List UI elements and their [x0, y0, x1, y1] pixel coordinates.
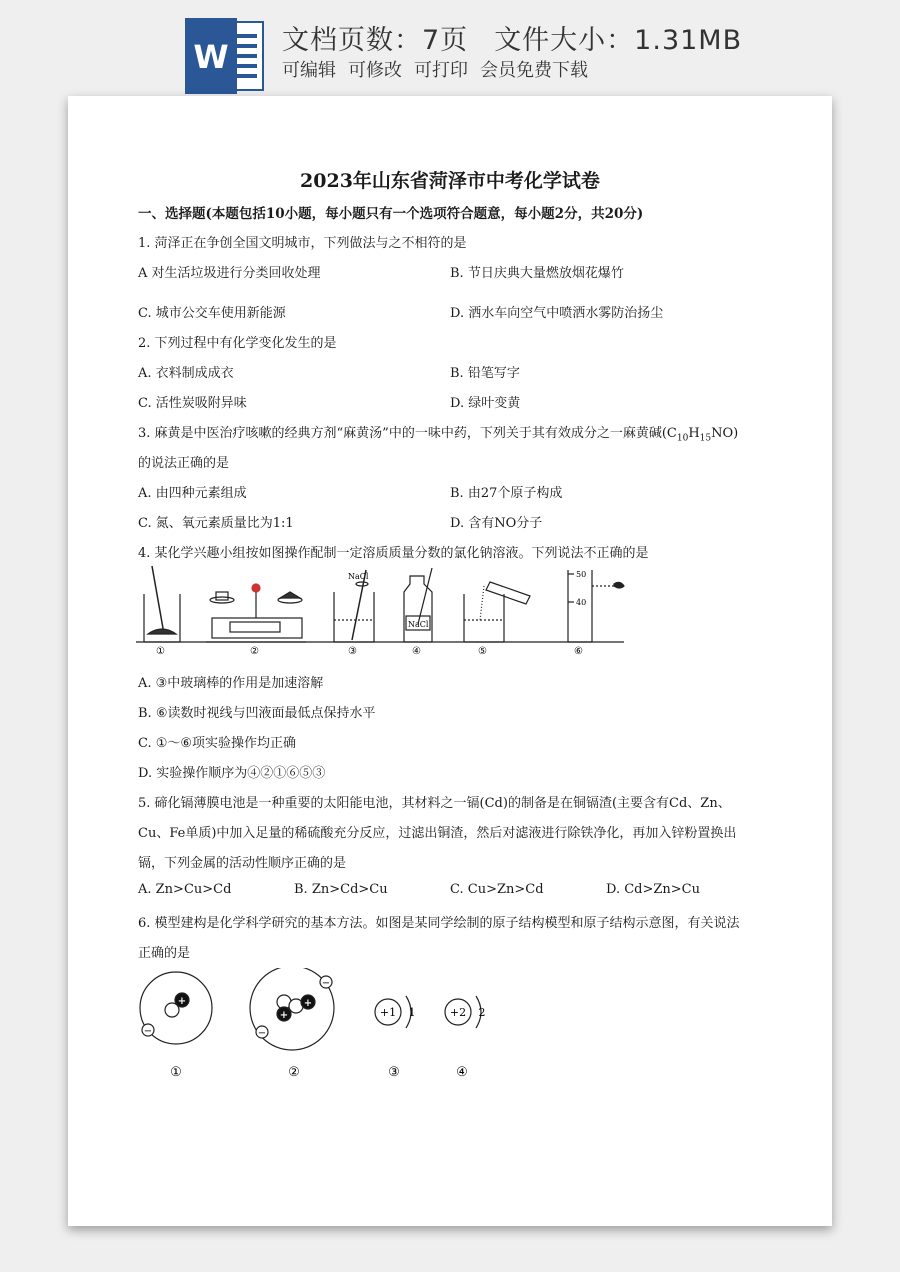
q5-stem-line2: Cu、Fe单质)中加入足量的稀硫酸充分反应，过滤出铜渣，然后对滤液进行除铁净化，再加入锌粉置换出: [138, 826, 737, 841]
svg-text:W: W: [193, 38, 229, 76]
fig-label-5: ⑤: [478, 646, 487, 656]
q3-stem-cont: 的说法正确的是: [138, 456, 230, 471]
proton-sign-2b: +: [279, 1010, 289, 1021]
fig-nacl-bottle-label: NaCl: [408, 620, 429, 629]
electron-count-3: 1: [408, 1006, 416, 1019]
model-label-2: ②: [288, 1065, 300, 1080]
fig-label-6: ⑥: [574, 646, 583, 656]
fig-label-2: ②: [250, 646, 259, 656]
q3-option-c: C. 氮、氧元素质量比为1:1: [138, 516, 294, 531]
q3-option-b: B. 由27个原子构成: [450, 486, 563, 501]
nucleus-charge-4: +2: [449, 1006, 467, 1019]
q1-option-c: C. 城市公交车使用新能源: [138, 306, 286, 321]
fig-scale-40: 40: [576, 598, 587, 607]
fig-label-4: ④: [412, 646, 421, 656]
electron-sign-1: −: [143, 1026, 153, 1037]
q6-atom-models-figure: [134, 968, 534, 1088]
fig-nacl-label: NaCl: [348, 572, 369, 581]
section-heading: 一、选择题(本题包括10小题，每小题只有一个选项符合题意，每小题2分，共20分): [138, 206, 644, 222]
fig-label-3: ③: [348, 646, 357, 656]
q6-stem-line2: 正确的是: [138, 946, 191, 961]
q3-option-d: D. 含有NO分子: [450, 516, 543, 531]
q2-option-a: A. 衣料制成成衣: [138, 366, 234, 381]
q4-stem: 4. 某化学兴趣小组按如图操作配制一定溶质质量分数的氯化钠溶液。下列说法不正确的是: [138, 546, 649, 561]
q5-stem-line3: 镉，下列金属的活动性顺序正确的是: [138, 856, 347, 871]
doc-features: [282, 56, 600, 82]
feature-printable: 可打印: [414, 60, 468, 81]
file-size: 文件大小：1.31MB: [494, 25, 743, 56]
fig-scale-50: 50: [576, 570, 587, 579]
q4-option-b: B. ⑥读数时视线与凹液面最低点保持水平: [138, 706, 376, 721]
q5-option-a: A. Zn>Cu>Cd: [138, 882, 232, 897]
model-label-4: ④: [456, 1065, 468, 1080]
q4-experiment-figure: [134, 564, 634, 656]
q5-stem-line1: 5. 碲化镉薄膜电池是一种重要的太阳能电池，其材料之一镉(Cd)的制备是在铜镉渣(主要含有Cd、Zn、: [138, 796, 731, 811]
q1-option-d: D. 洒水车向空气中喷洒水雾防治扬尘: [450, 306, 664, 321]
q3-stem: 3. 麻黄是中医治疗咳嗽的经典方剂“麻黄汤”中的一味中药，下列关于其有效成分之一麻黄碱$(C_{10}H_{15}NO)$: [138, 426, 739, 444]
q2-option-d: D. 绿叶变黄: [450, 396, 521, 411]
q4-option-c: C. ①～⑥项实验操作均正确: [138, 736, 297, 751]
q2-option-b: B. 铅笔写字: [450, 366, 520, 381]
model-label-3: ③: [388, 1065, 400, 1080]
model-label-1: ①: [170, 1065, 182, 1080]
proton-sign-2a: +: [303, 998, 313, 1009]
electron-sign-2b: −: [321, 978, 331, 989]
q2-stem: 2. 下列过程中有化学变化发生的是: [138, 336, 337, 351]
q2-option-c: C. 活性炭吸附异味: [138, 396, 247, 411]
q4-option-a: A. ③中玻璃棒的作用是加速溶解: [138, 676, 324, 691]
nucleus-charge-3: +1: [379, 1006, 397, 1019]
fig-label-1: ①: [156, 646, 165, 656]
feature-editable: 可编辑: [282, 60, 336, 81]
q5-option-c: C. Cu>Zn>Cd: [450, 882, 544, 897]
q4-option-d: D. 实验操作顺序为④②①⑥⑤③: [138, 766, 326, 781]
electron-sign-2a: −: [257, 1028, 267, 1039]
q5-option-d: D. Cd>Zn>Cu: [606, 882, 701, 897]
doc-stats: [282, 18, 768, 57]
exam-title: 2023年山东省菏泽市中考化学试卷: [300, 170, 600, 192]
page-count: 文档页数：7页: [282, 25, 469, 56]
q3-option-a: A. 由四种元素组成: [138, 486, 247, 501]
doc-info-header: [0, 0, 900, 96]
feature-member-download: 会员免费下载: [480, 60, 588, 81]
feature-modifiable: 可修改: [348, 60, 402, 81]
q1-option-b: B. 节日庆典大量燃放烟花爆竹: [450, 266, 624, 281]
q6-stem-line1: 6. 模型建构是化学科学研究的基本方法。如图是某同学绘制的原子结构模型和原子结构示意图，有关说法: [138, 916, 740, 931]
q1-stem: 1. 菏泽正在争创全国文明城市，下列做法与之不相符的是: [138, 236, 467, 251]
q1-option-a: A 对生活垃圾进行分类回收处理: [138, 266, 321, 281]
electron-count-4: 2: [478, 1006, 486, 1019]
document-page: [68, 96, 832, 1226]
word-doc-icon: [185, 18, 265, 94]
proton-sign-1: +: [177, 996, 187, 1007]
q5-option-b: B. Zn>Cd>Cu: [294, 882, 388, 897]
